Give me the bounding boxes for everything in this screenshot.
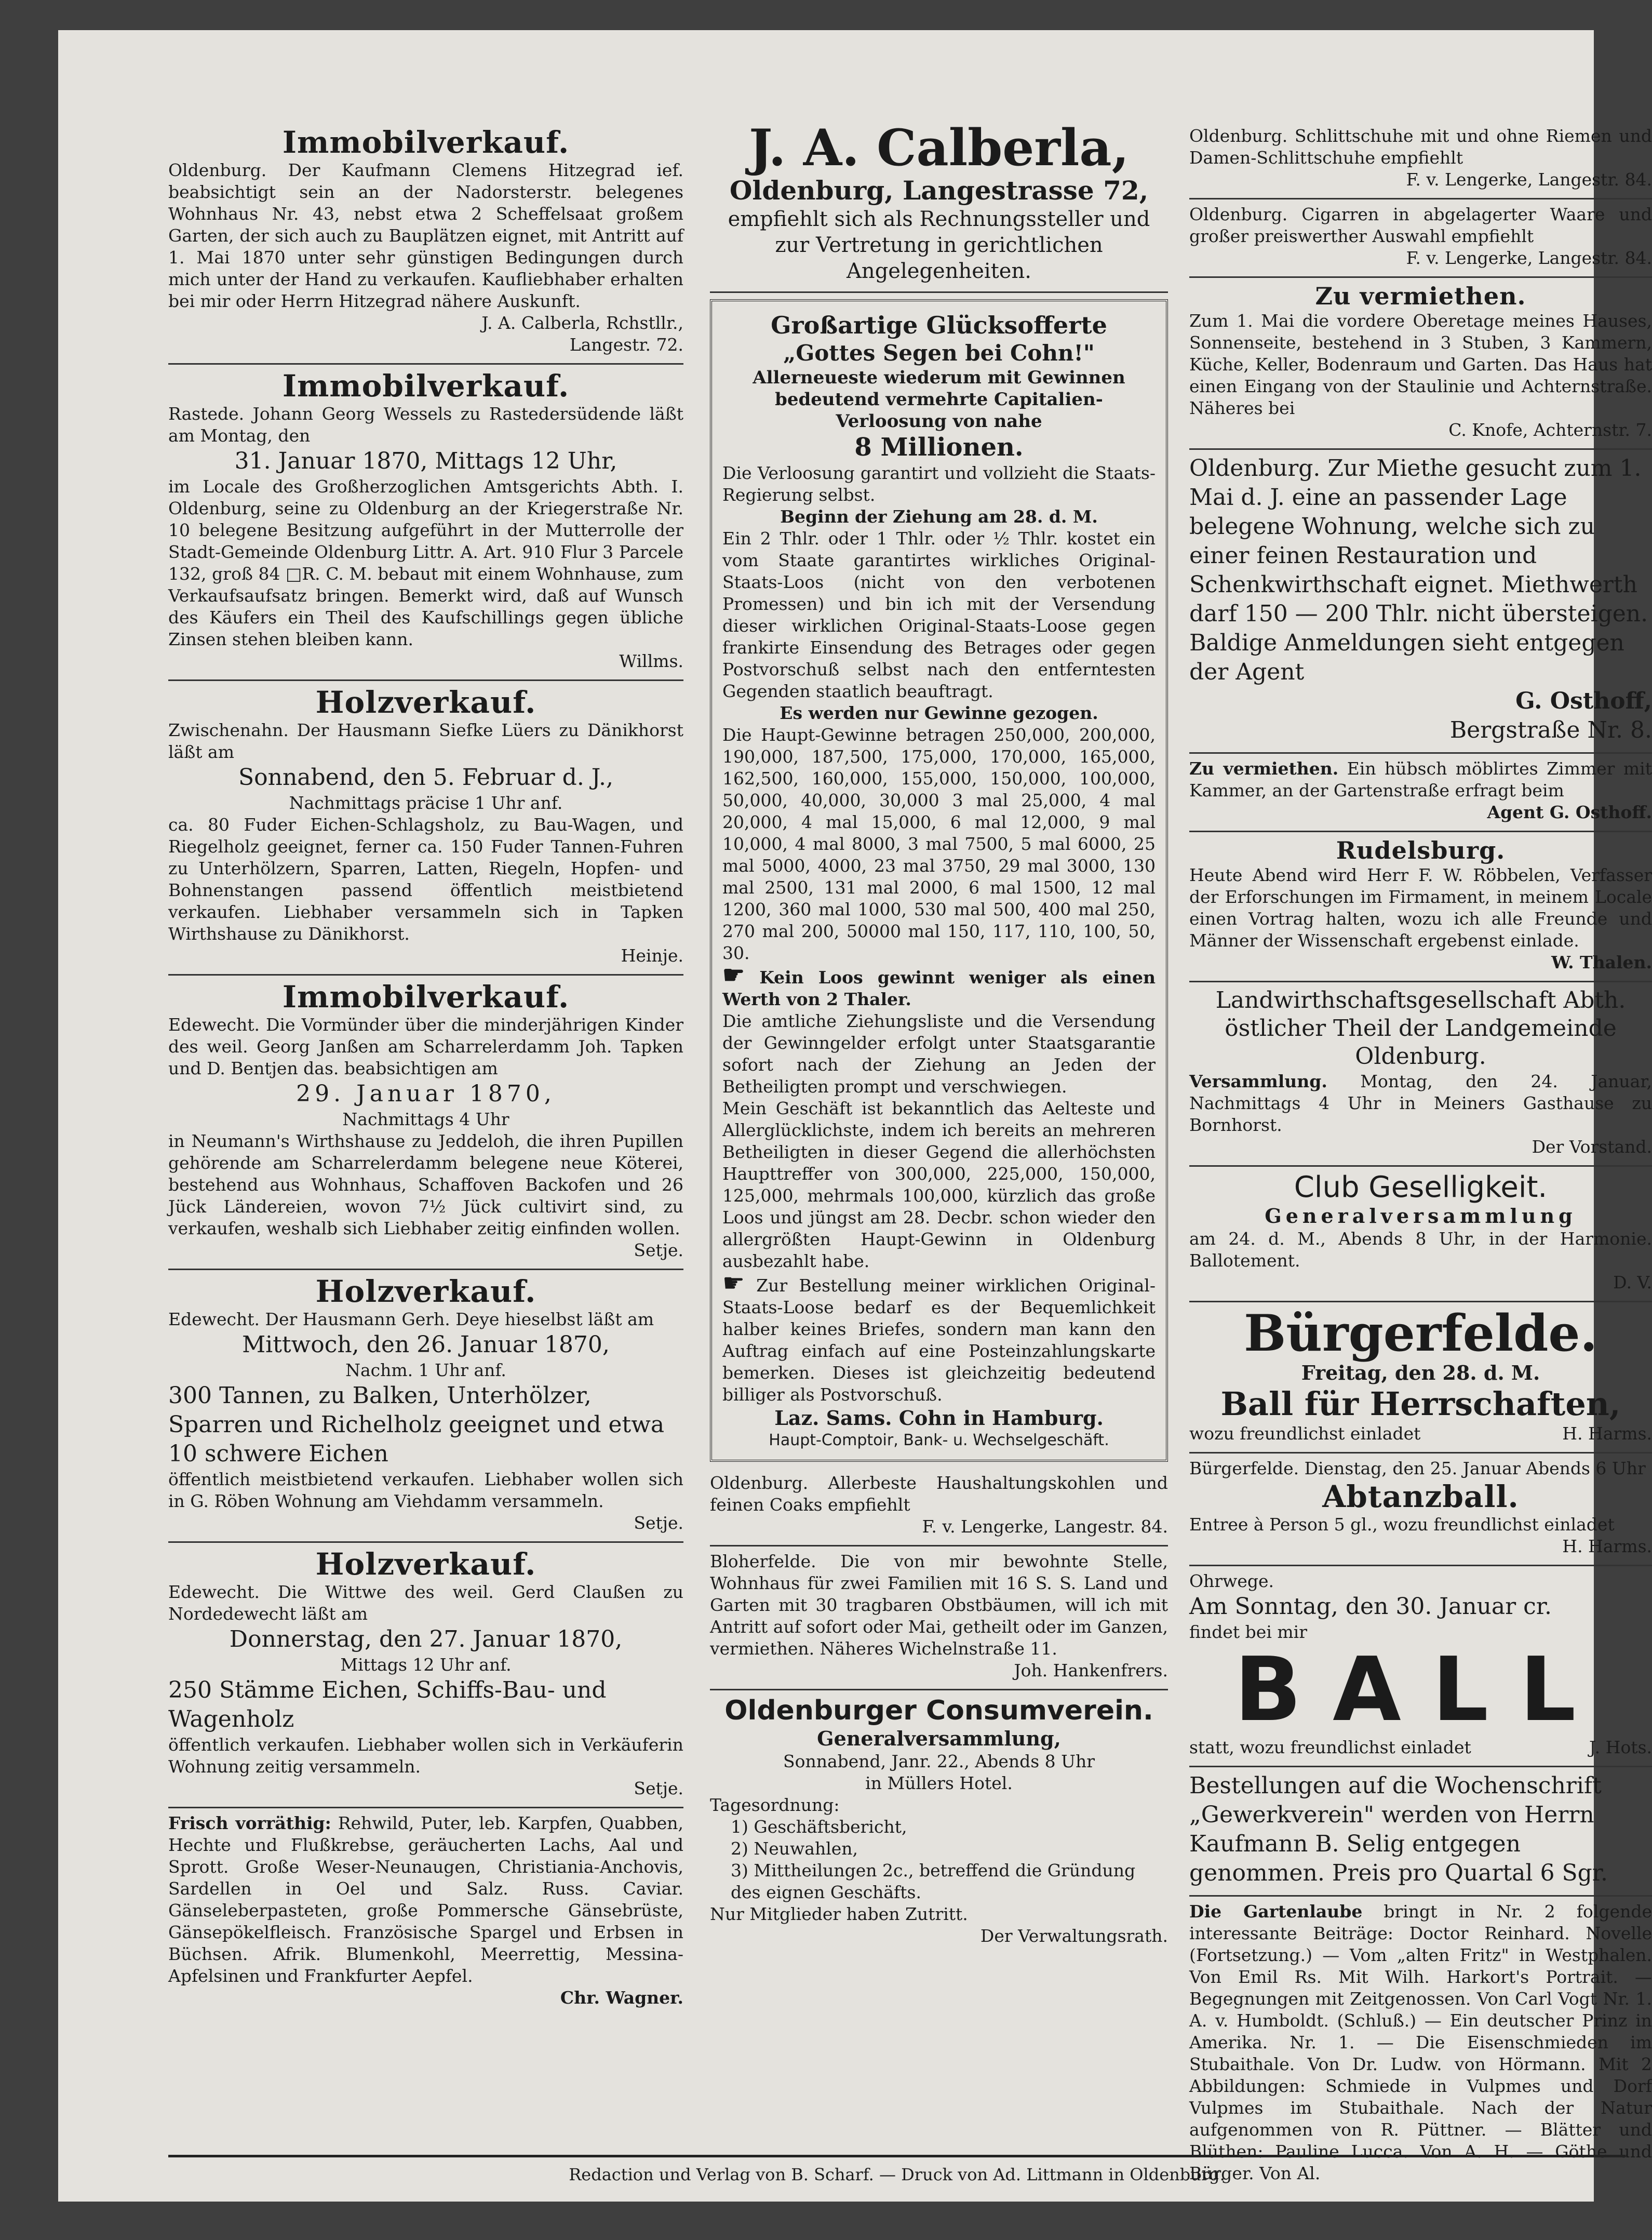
lottery-signature-sub: Haupt-Comptoir, Bank- u. Wechselgeschäft.	[769, 1431, 1109, 1449]
column-middle	[710, 118, 1168, 1954]
ad-body: im Locale des Großherzoglichen Amtsgerichts Abth. I. Oldenburg, seine zu Oldenburg an der Kriegerstraße Nr. 10 belegene Besitzung aufgeführt in der Mutterrolle der Stadt-Gemeinde Oldenburg Littr. A. Art. 910 Flur 3 Parcele 132, groß 84 □R. C. M. bebaut mit einem Wohnhause, zum Verkaufsaufsatz bringen. Bemerkt wird, daß auf Wunsch des Käufers ein Theil des Kaufschillings gegen übliche Zinsen stehen bleiben kann.	[168, 476, 683, 649]
ad-rent-1	[1189, 278, 1652, 450]
ad-bloherfelde	[710, 1546, 1168, 1690]
ad-body: statt, wozu freundlichst einladet	[1189, 1737, 1471, 1757]
lottery-p6: Kein Loos gewinnt weniger als einen Werth von 2 Thaler.	[722, 967, 1156, 1009]
consum-sub: Generalversammlung,	[817, 1727, 1061, 1750]
lottery-title: Großartige Glücksofferte	[771, 311, 1107, 339]
ad-body: am 24. d. M., Abends 8 Uhr, in der Harmonie. Ballotement.	[1189, 1229, 1652, 1271]
ad-gartenlaube	[1189, 1897, 1652, 2192]
lottery-p9: Zur Bestellung meiner wirklichen Original-Staats-Loose bedarf es der Bequemlichkeit halber keines Briefes, sondern man kann den Auftrag einfach auf eine Posteinzahlungskarte bemerken. Dieses ist gleichzeitig bedeutend billiger als Postvorschuß.	[722, 1275, 1156, 1405]
ad-abtanzball	[1189, 1454, 1652, 1566]
buerger-date: Freitag, den 28. d. M.	[1301, 1361, 1540, 1384]
ad-intro: Edewecht. Der Hausmann Gerh. Deye hieselbst läßt am	[168, 1309, 654, 1329]
ad-lead: Frisch vorräthig:	[168, 1813, 331, 1833]
ad-holzverkauf-3	[168, 1543, 683, 1808]
lottery-millions: 8 Millionen.	[854, 433, 1024, 462]
ad-lead: Versammlung.	[1189, 1071, 1327, 1091]
lottery-p8: Mein Geschäft ist bekanntlich das Aelteste und Allerglücklichste, indem ich bereits an mehreren Betheiligten in dieser Gegend die allerhöchsten Haupttreffer von 300,000, 225,000, 150,000, 125,000, mehrmals 100,000, kürzlich das große Loos und jüngst am 28. Decbr. schon wieder den allergrößten Haupt-Gewinn in Oldenburg ausbezahlt habe.	[722, 1098, 1156, 1271]
ad-date: Donnerstag, den 27. Januar 1870,	[229, 1626, 623, 1652]
ad-holzverkauf-1	[168, 681, 683, 976]
ad-signature: F. v. Lengerke, Langestr. 84.	[1406, 248, 1652, 268]
ad-heading: Holzverkauf.	[315, 1546, 536, 1582]
ad-body: Zum 1. Mai die vordere Oberetage meines Hauses, Sonnenseite, bestehend in 3 Stuben, 3 Kammern, Küche, Keller, Bodenraum und Garten. Das Haus hat einen Eingang von der Staulinie und Achternstraße. Näheres bei	[1189, 311, 1652, 418]
pointing-hand-icon: ☛	[722, 961, 745, 990]
ad-signature: F. v. Lengerke, Langestr. 84.	[922, 1516, 1168, 1537]
club-title: Club Geselligkeit.	[1294, 1170, 1548, 1204]
firm-name: J. A. Calberla,	[748, 118, 1130, 177]
ad-body: Oldenburg. Allerbeste Haushaltungskohlen und feinen Coaks empfiehlt	[710, 1473, 1168, 1515]
ad-lottery-cohn	[710, 299, 1168, 1462]
consum-note: Nur Mitglieder haben Zutritt.	[710, 1904, 968, 1924]
ad-heading: Abtanzball.	[1322, 1479, 1519, 1514]
ad-date: Sonnabend, den 5. Februar d. J.,	[238, 764, 613, 791]
ad-signature: H. Harms.	[1562, 1423, 1652, 1444]
ad-signature: Joh. Hankenfrers.	[1014, 1660, 1168, 1681]
column-right	[1189, 121, 1652, 2192]
ad-body: Bloherfelde. Die von mir bewohnte Stelle, Wohnhaus für zwei Familien mit 16 S. S. Land und Garten mit 30 tragbaren Obstbäumen, will ich mit Antritt auf sofort oder Mai, getheilt oder im Ganzen, vermiethen. Näheres Wichelnstraße 11.	[710, 1551, 1168, 1659]
ad-signature: H. Harms.	[1562, 1536, 1652, 1556]
ad-signature: J. Hots.	[1589, 1737, 1652, 1757]
ad-delicatessen	[168, 1808, 683, 2016]
ad-intro: Rastede. Johann Georg Wessels zu Rastedersüdende läßt am Montag, den	[168, 404, 683, 446]
ad-signature: G. Osthoff,	[1515, 688, 1652, 714]
ball-headline: BALL	[1234, 1638, 1607, 1741]
ad-immobilverkauf-3	[168, 976, 683, 1270]
ad-rudelsburg	[1189, 832, 1652, 982]
ad-time: Nachmittags 4 Uhr	[342, 1109, 509, 1129]
lottery-quote: „Gottes Segen bei Cohn!"	[783, 340, 1095, 366]
ad-body: Montag, den 24. Januar, Nachmittags 4 Uhr in Meiners Gasthause zu Bornhorst.	[1189, 1071, 1652, 1135]
ad-signature: Chr. Wagner.	[560, 1988, 683, 2008]
ad-immobilverkauf-2	[168, 365, 683, 681]
ad-landwirtschaft	[1189, 982, 1652, 1167]
ad-intro: Edewecht. Die Wittwe des weil. Gerd Claußen zu Nordedewecht läßt am	[168, 1582, 683, 1624]
ad-time: Nachmittags präcise 1 Uhr anf.	[289, 793, 563, 813]
ad-body: bringt in Nr. 2 folgende interessante Beiträge: Doctor Reinhard. Novelle (Fortsetzung.) — Vom „alten Fritz" in Westphalen. Von Emil Rs. Mit Wilh. Harkort's Portrait. — Begegnungen mit Zeitgenossen. Von Carl Vogt Nr. 1. A. v. Humboldt. (Schluß.) — Ein deutscher Prinz in Amerika. Nr. 1. — Die Eisenschmieden im Stubaithale. Von Dr. Ludw. von Hörmann. Mit 2 Abbildungen: Schmiede in Vulpmes und Dorf Vulpmes im Stubaithale. Nach der Natur aufgenommen von R. Püttner. — Blätter und Blüthen: Pauline Lucca. Von A. H. — Göthe und Bürger. Von Al.	[1189, 1901, 1652, 2183]
ad-signature: Der Vorstand.	[1532, 1137, 1652, 1157]
agenda-item: 1) Geschäftsbericht,	[731, 1817, 907, 1837]
ad-body: öffentlich verkaufen. Liebhaber wollen sich in Verkäuferin Wohnung zeitig versammeln.	[168, 1735, 683, 1777]
ad-body: in Neumann's Wirthshause zu Jeddeloh, die ihren Pupillen gehörende am Scharrelerdamm belegene neue Köterei, bestehend aus Wohnhaus, Schaffoven Backofen und 26 Jück Ländereien, wovon 7½ Jück cultivirt sind, zu verkaufen, weshalb sich Liebhaber zeitig einfinden wollen.	[168, 1131, 683, 1238]
ad-heading: Zu vermiethen.	[1189, 758, 1339, 779]
ad-date: Mittwoch, den 26. Januar 1870,	[242, 1331, 610, 1358]
agenda-item: 2) Neuwahlen,	[731, 1838, 858, 1859]
ad-heading: Holzverkauf.	[315, 685, 536, 720]
pointing-hand-icon: ☛	[722, 1269, 745, 1298]
lottery-p4: Es werden nur Gewinne gezogen.	[780, 703, 1098, 723]
lottery-p5: Die Haupt-Gewinne betragen 250,000, 200,000, 190,000, 187,500, 175,000, 170,000, 165,000, 162,500, 160,000, 155,000, 150,000, 100,000, 50,000, 40,000, 30,000 3 mal 25,000, 4 mal 20,000, 4 mal 15,000, 6 mal 12,000, 9 mal 10,000, 4 mal 8000, 3 mal 7500, 5 mal 6000, 25 mal 5000, 4000, 23 mal 3750, 29 mal 3000, 130 mal 2500, 131 mal 2000, 6 mal 1500, 12 mal 1200, 360 mal 1000, 530 mal 500, 400 mal 250, 270 mal 200, 50000 mal 150, 117, 110, 100, 50, 30.	[722, 725, 1156, 963]
lottery-p1: Die Verloosung garantirt und vollzieht die Staats-Regierung selbst.	[722, 463, 1156, 505]
ad-body: Rehwild, Puter, leb. Karpfen, Quabben, Hechte und Flußkrebse, geräucherten Lachs, Aal und Sprott. Große Weser-Neunaugen, Christiania-Anchovis, Sardellen in Oel und Salz. Russ. Caviar. Gänseleberpasteten, große Pommersche Gänsebrüste, Gänsepökelfleisch. Französische Spargel und Erbsen in Büchsen. Afrik. Blumenkohl, Meerrettig, Messina-Apfelsinen und Frankfurter Aepfel.	[168, 1813, 684, 1986]
consum-title: Oldenburger Consumverein.	[724, 1695, 1153, 1726]
agenda-item: 3) Mittheilungen 2c., betreffend die Gründung des eignen Geschäfts.	[731, 1860, 1136, 1902]
ad-time: Mittags 12 Uhr anf.	[340, 1655, 512, 1675]
ad-big-text: 250 Stämme Eichen, Schiffs-Bau- und Wagenholz	[168, 1677, 607, 1732]
ad-signature: Der Verwaltungsrath.	[980, 1926, 1168, 1946]
ad-body: wozu freundlichst einladet	[1189, 1423, 1421, 1444]
ad-big-text: 300 Tannen, zu Balken, Unterhölzer, Sparren und Richelholz geeignet und etwa 10 schwere Eichen	[168, 1382, 665, 1467]
ad-date: 29. Januar 1870,	[296, 1081, 556, 1107]
firm-address: Oldenburg, Langestrasse 72,	[729, 175, 1149, 206]
ad-date: Am Sonntag, den 30. Januar cr.	[1189, 1593, 1552, 1620]
ad-skates	[1189, 121, 1652, 199]
lottery-p2: Beginn der Ziehung am 28. d. M.	[780, 506, 1098, 527]
ad-body: Entree à Person 5 gl., wozu freundlichst einladet	[1189, 1514, 1615, 1535]
ad-signature: Setje.	[634, 1240, 683, 1260]
ad-consumverein	[710, 1690, 1168, 1954]
consum-agenda-title: Tagesordnung:	[710, 1795, 840, 1815]
ad-signature: D. V.	[1613, 1272, 1652, 1292]
ad-rent-2	[1189, 450, 1652, 754]
ad-signature: C. Knofe, Achternstr. 7.	[1448, 420, 1652, 440]
consum-where: in Müllers Hotel.	[865, 1773, 1013, 1793]
ad-signature: Agent G. Osthoff.	[1487, 802, 1652, 822]
ad-heading: Immobilverkauf.	[282, 979, 570, 1015]
ad-intro: Edewecht. Die Vormünder über die minderjährigen Kinder des weil. Georg Janßen am Scharrelerdamm Joh. Tapken und D. Bentjen das. beabsichtigen am	[168, 1015, 683, 1078]
ad-signature: Setje.	[634, 1513, 683, 1533]
ad-signature: F. v. Lengerke, Langestr. 84.	[1406, 169, 1652, 190]
ad-body: öffentlich meistbietend verkaufen. Liebhaber wollen sich in G. Röben Wohnung am Viehdamm versammeln.	[168, 1469, 683, 1511]
ad-cigars	[1189, 199, 1652, 278]
buerger-ball: Ball für Herrschaften,	[1220, 1385, 1621, 1423]
ad-body: Bestellungen auf die Wochenschrift „Gewerkverein" werden von Herrn Kaufmann B. Selig entgegen genommen. Preis pro Quartal 6 Sgr.	[1189, 1772, 1608, 1886]
ad-signature-address: Langestr. 72.	[569, 335, 683, 355]
ad-signature: J. A. Calberla, Rchstllr.,	[481, 313, 683, 333]
ad-body: Oldenburg. Der Kaufmann Clemens Hitzegrad ief. beabsichtigt sein an der Nadorsterstr. belegenes Wohnhaus Nr. 43, nebst etwa 2 Scheffelsaat großem Garten, der sich auch zu Bauplätzen eignet, mit Antritt auf 1. Mai 1870 unter sehr günstigen Bedingungen durch mich unter der Hand zu verkaufen. Kaufliebhaber erhalten bei mir oder Herrn Hitzegrad nähere Auskunft.	[168, 160, 683, 311]
ad-body: Oldenburg. Zur Miethe gesucht zum 1. Mai d. J. eine an passender Lage belegene Wohnung, welche sich zu einer feinen Restauration und Schenkwirthschaft eignet. Miethwerth darf 150 — 200 Thlr. nicht übersteigen. Baldige Anmeldungen sieht entgegen der Agent	[1189, 455, 1648, 685]
ad-coal	[710, 1468, 1168, 1546]
lottery-p7: Die amtliche Ziehungsliste und die Versendung der Gewinngelder erfolgt unter Staatsgarantie sofort nach der Ziehung an Jeden der Betheiligten prompt und verschwiegen.	[722, 1011, 1156, 1097]
ad-buergerfelde	[1189, 1302, 1652, 1454]
ad-body: Oldenburg. Cigarren in abgelagerter Waare und großer preiswerther Auswahl empfiehlt	[1189, 204, 1652, 246]
ad-ohrwege-ball	[1189, 1566, 1652, 1767]
ad-lead: Die Gartenlaube	[1189, 1901, 1363, 1922]
imprint-footer: Redaction und Verlag von B. Scharf. — Druck von Ad. Littmann in Oldenburg.	[168, 2155, 1626, 2184]
ad-club	[1189, 1167, 1652, 1302]
ad-date: 31. Januar 1870, Mittags 12 Uhr,	[234, 448, 617, 474]
buerger-title: Bürgerfelde.	[1244, 1304, 1597, 1363]
ad-body: Oldenburg. Schlittschuhe mit und ohne Riemen und Damen-Schlittschuhe empfiehlt	[1189, 126, 1652, 168]
consum-agenda	[710, 1816, 1168, 1903]
newspaper-page	[58, 30, 1652, 2202]
ad-holzverkauf-2	[168, 1270, 683, 1543]
ad-heading: Holzverkauf.	[315, 1274, 536, 1309]
ad-body: ca. 80 Fuder Eichen-Schlagsholz, zu Bau-Wagen, und Riegelholz geeignet, ferner ca. 150 Fuder Tannen-Fuhren zu Unterhölzern, Sparren, Latten, Riegeln, Hopfen- und Bohnenstangen passend öffentlich meistbietend verkaufen. Liebhaber versammeln sich in Tapken Wirthshause zu Dänikhorst.	[168, 815, 683, 944]
ad-rent-3	[1189, 754, 1652, 832]
club-sub: Generalversammlung	[1265, 1204, 1577, 1228]
firm-body: empfiehlt sich als Rechnungssteller und zur Vertretung in gerichtlichen Angelegenheiten.	[728, 207, 1150, 283]
column-left	[168, 121, 683, 2016]
ad-gewerkverein	[1189, 1767, 1652, 1897]
ad-signature: Willms.	[619, 651, 683, 671]
ad-signature-address: Bergstraße Nr. 8.	[1449, 717, 1652, 743]
ad-place: Ohrwege.	[1189, 1571, 1274, 1591]
lottery-signature: Laz. Sams. Cohn in Hamburg.	[774, 1406, 1104, 1430]
ad-heading: Immobilverkauf.	[282, 368, 570, 404]
ad-pre: findet bei mir	[1189, 1622, 1307, 1642]
ad-intro: Zwischenahn. Der Hausmann Siefke Lüers zu Dänikhorst läßt am	[168, 720, 683, 762]
consum-when: Sonnabend, Janr. 22., Abends 8 Uhr	[783, 1751, 1095, 1771]
ad-heading: Immobilverkauf.	[282, 125, 570, 160]
lottery-p3: Ein 2 Thlr. oder 1 Thlr. oder ½ Thlr. kostet ein vom Staate garantirtes wirkliches Original-Staats-Loos (nicht von den verbotenen Promessen) und bin ich mit der Versendung dieser wirklichen Original-Staats-Loose gegen frankirte Einsendung des Betrages oder gegen Postvorschuß selbst nach den entferntesten Gegenden staatlich beauftragt.	[722, 528, 1156, 701]
ad-body: Heute Abend wird Herr F. W. Röbbelen, Verfasser der Erforschungen im Firmament, in meinem Locale einen Vortrag halten, wozu ich alle Freunde und Männer der Wissenschaft ergebenst einlade.	[1189, 865, 1652, 951]
lottery-lead: Allerneueste wiederum mit Gewinnen bedeutend vermehrte Capitalien-Verloosung von nahe	[753, 367, 1125, 432]
ad-title: Landwirthschaftsgesellschaft Abth. östlicher Theil der Landgemeinde Oldenburg.	[1215, 987, 1626, 1070]
ad-intro: Bürgerfelde. Dienstag, den 25. Januar Abends 6 Uhr	[1189, 1458, 1646, 1478]
ad-body: Ein hübsch möblirtes Zimmer mit Kammer, an der Gartenstraße erfragt beim	[1189, 758, 1652, 801]
ad-heading: Rudelsburg.	[1336, 836, 1506, 864]
ad-heading: Zu vermiethen.	[1315, 282, 1526, 310]
ad-calberla	[710, 118, 1168, 293]
ad-signature: Heinje.	[621, 945, 683, 966]
ad-signature: Setje.	[634, 1778, 683, 1798]
ad-signature: W. Thalen.	[1551, 952, 1652, 972]
ad-time: Nachm. 1 Uhr anf.	[345, 1360, 506, 1380]
ad-immobilverkauf-1	[168, 121, 683, 365]
